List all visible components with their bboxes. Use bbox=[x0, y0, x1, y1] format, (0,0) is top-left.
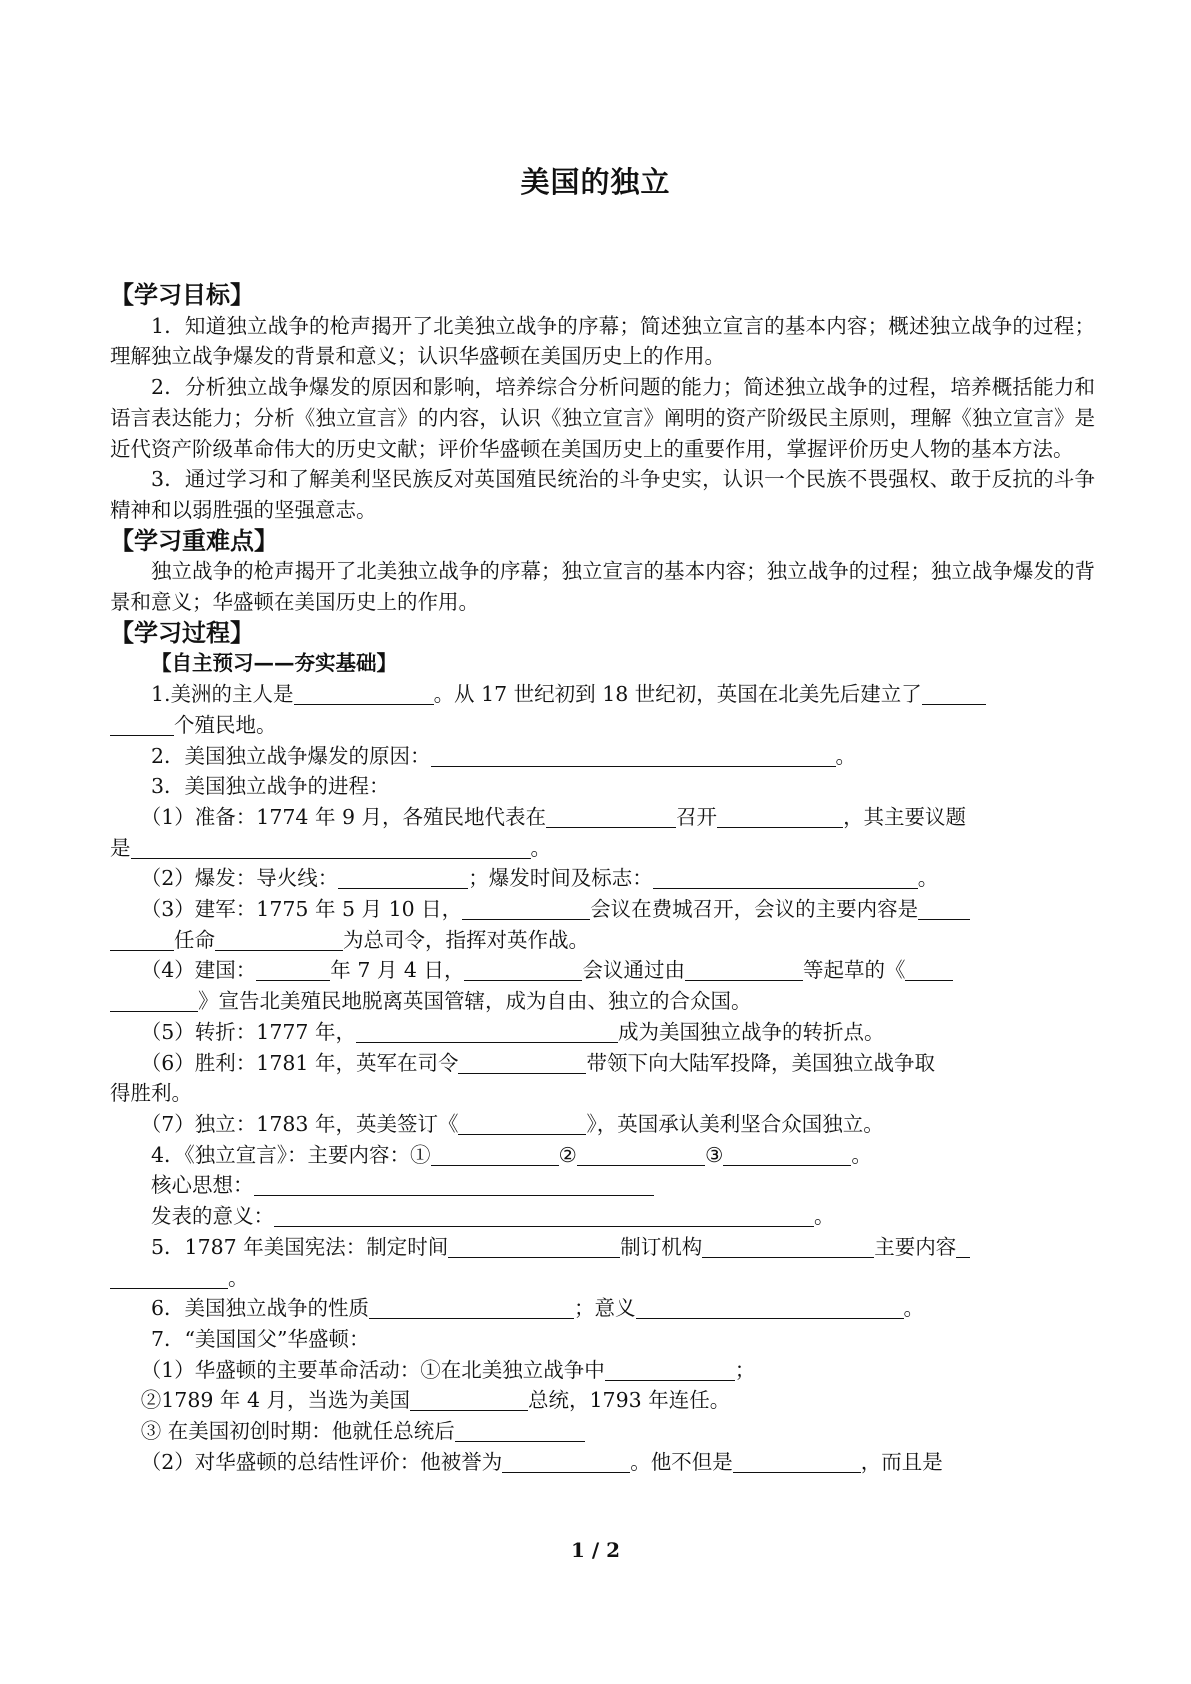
step-6: （6）胜利：1781 年，英军在司令 带领下向大陆军投降，美国独立战争取 bbox=[140, 1050, 935, 1075]
blank-field[interactable] bbox=[110, 713, 174, 736]
washington-1: （1）华盛顿的主要革命活动：①在北美独立战争中 ； bbox=[140, 1357, 756, 1382]
blank-field[interactable] bbox=[546, 805, 676, 828]
key-points-text: 独立战争的枪声揭开了北美独立战争的序幕；独立宣言的基本内容；独立战争的过程；独立战争爆发的背景和意义；华盛顿在美国历史上的作用。 bbox=[110, 559, 1095, 615]
washington-3: ③ 在美国初创时期：他就任总统后 bbox=[110, 1416, 1095, 1447]
heading-preview: 【自主预习——夯实基础】 bbox=[151, 651, 397, 676]
washington-evaluation: （2）对华盛顿的总结性评价：他被誉为 。他不但是 ，而且是 bbox=[140, 1449, 943, 1474]
page-number: 1 / 2 bbox=[570, 1538, 621, 1562]
question-1: 1.美洲的主人是 。从 17 世纪初到 18 世纪初，英国在北美先后建立了 bbox=[110, 679, 1095, 710]
step-1: （1）准备：1774 年 9 月，各殖民地代表在 召开 ，其主要议题 bbox=[140, 804, 967, 829]
blank-field[interactable] bbox=[256, 958, 330, 981]
blank-field[interactable] bbox=[702, 1235, 874, 1258]
blank-field[interactable] bbox=[458, 1051, 586, 1074]
goal-3: 3．通过学习和了解美利坚民族反对英国殖民统治的斗争史实，认识一个民族不畏强权、敢于反抗的斗争精神和以弱胜强的坚强意志。 bbox=[110, 467, 1095, 522]
step-6-cont: 得胜利。 bbox=[110, 1081, 192, 1106]
step-7: （7）独立：1783 年，英美签订《 》，英国承认美利坚合众国独立。 bbox=[140, 1111, 884, 1136]
blank-field[interactable] bbox=[918, 897, 970, 920]
blank-field[interactable] bbox=[956, 1235, 970, 1258]
blank-field[interactable] bbox=[431, 744, 836, 767]
step-4-cont: 》宣告北美殖民地脱离英国管辖，成为自由、独立的合众国。 bbox=[110, 986, 1095, 1017]
blank-field[interactable] bbox=[717, 805, 843, 828]
blank-field[interactable] bbox=[274, 1204, 814, 1227]
blank-field[interactable] bbox=[458, 1112, 586, 1135]
question-2: 2．美国独立战争爆发的原因： 。 bbox=[151, 743, 857, 768]
heading-goals: 【学习目标】 bbox=[110, 281, 254, 309]
blank-field[interactable] bbox=[605, 1358, 735, 1381]
question-4-significance: 发表的意义： 。 bbox=[151, 1204, 835, 1229]
question-3: 3．美国独立战争的进程： bbox=[151, 774, 390, 799]
blank-field[interactable] bbox=[455, 1419, 585, 1442]
washington-2: ②1789 年 4 月，当选为美国 总统，1793 年连任。 bbox=[140, 1388, 731, 1413]
blank-field[interactable] bbox=[502, 1450, 630, 1473]
blank-field[interactable] bbox=[922, 682, 986, 705]
heading-key-points: 【学习重难点】 bbox=[110, 526, 278, 555]
step-3: （3）建军：1775 年 5 月 10 日， 会议在费城召开，会议的主要内容是 bbox=[110, 894, 1095, 925]
blank-field[interactable] bbox=[723, 1143, 851, 1166]
document-body bbox=[110, 280, 1095, 1477]
blank-field[interactable] bbox=[448, 1235, 620, 1258]
step-4: （4）建国： 年 7 月 4 日， 会议通过由 等起草的《 bbox=[110, 955, 1095, 986]
step-2: （2）爆发：导火线： ；爆发时间及标志： 。 bbox=[140, 866, 939, 891]
step-5: （5）转折：1777 年， 成为美国独立战争的转折点。 bbox=[140, 1019, 885, 1044]
blank-field[interactable] bbox=[131, 836, 531, 859]
blank-field[interactable] bbox=[905, 958, 953, 981]
blank-field[interactable] bbox=[356, 1020, 618, 1043]
blank-field[interactable] bbox=[464, 958, 582, 981]
blank-field[interactable] bbox=[653, 866, 918, 889]
blank-field[interactable] bbox=[110, 1266, 228, 1289]
blank-field[interactable] bbox=[636, 1296, 904, 1319]
step-1-cont: 是 。 bbox=[110, 835, 551, 860]
blank-field[interactable] bbox=[338, 866, 468, 889]
blank-field[interactable] bbox=[215, 928, 343, 951]
blank-field[interactable] bbox=[294, 682, 434, 705]
question-4: 4．《独立宣言》：主要内容：① ② ③ 。 bbox=[151, 1142, 872, 1167]
blank-field[interactable] bbox=[369, 1296, 574, 1319]
question-1-cont: 个殖民地。 bbox=[110, 710, 1095, 741]
question-5-cont: 。 bbox=[110, 1263, 1095, 1294]
blank-field[interactable] bbox=[462, 897, 590, 920]
question-4-core: 核心思想： bbox=[110, 1170, 1095, 1201]
question-5: 5．1787 年美国宪法：制定时间 制订机构 主要内容 bbox=[110, 1232, 1095, 1263]
blank-field[interactable] bbox=[110, 928, 174, 951]
step-3-cont: 任命 为总司令，指挥对英作战。 bbox=[110, 925, 1095, 956]
question-7: 7．“美国国父”华盛顿： bbox=[151, 1326, 370, 1351]
goal-1: 1．知道独立战争的枪声揭开了北美独立战争的序幕；简述独立宣言的基本内容；概述独立战争的过程；理解独立战争爆发的背景和意义；认识华盛顿在美国历史上的作用。 bbox=[110, 313, 1095, 369]
blank-field[interactable] bbox=[410, 1388, 528, 1411]
blank-field[interactable] bbox=[577, 1143, 705, 1166]
blank-field[interactable] bbox=[110, 989, 198, 1012]
blank-field[interactable] bbox=[254, 1173, 654, 1196]
document-title: 美国的独立 bbox=[520, 165, 671, 199]
heading-process: 【学习过程】 bbox=[110, 618, 254, 647]
question-6: 6．美国独立战争的性质 ；意义 。 bbox=[151, 1296, 925, 1321]
blank-field[interactable] bbox=[431, 1143, 559, 1166]
blank-field[interactable] bbox=[733, 1450, 861, 1473]
blank-field[interactable] bbox=[685, 958, 803, 981]
goal-2: 2．分析独立战争爆发的原因和影响，培养综合分析问题的能力；简述独立战争的过程，培养概括能力和语言表达能力；分析《独立宣言》的内容，认识《独立宣言》阐明的资产阶级民主原则，理解《独立宣言》是近代资产阶级革命伟大的历史文献；评价华盛顿在美国历史上的重要作用，掌握评价历史人物的基本方法。 bbox=[110, 375, 1095, 461]
